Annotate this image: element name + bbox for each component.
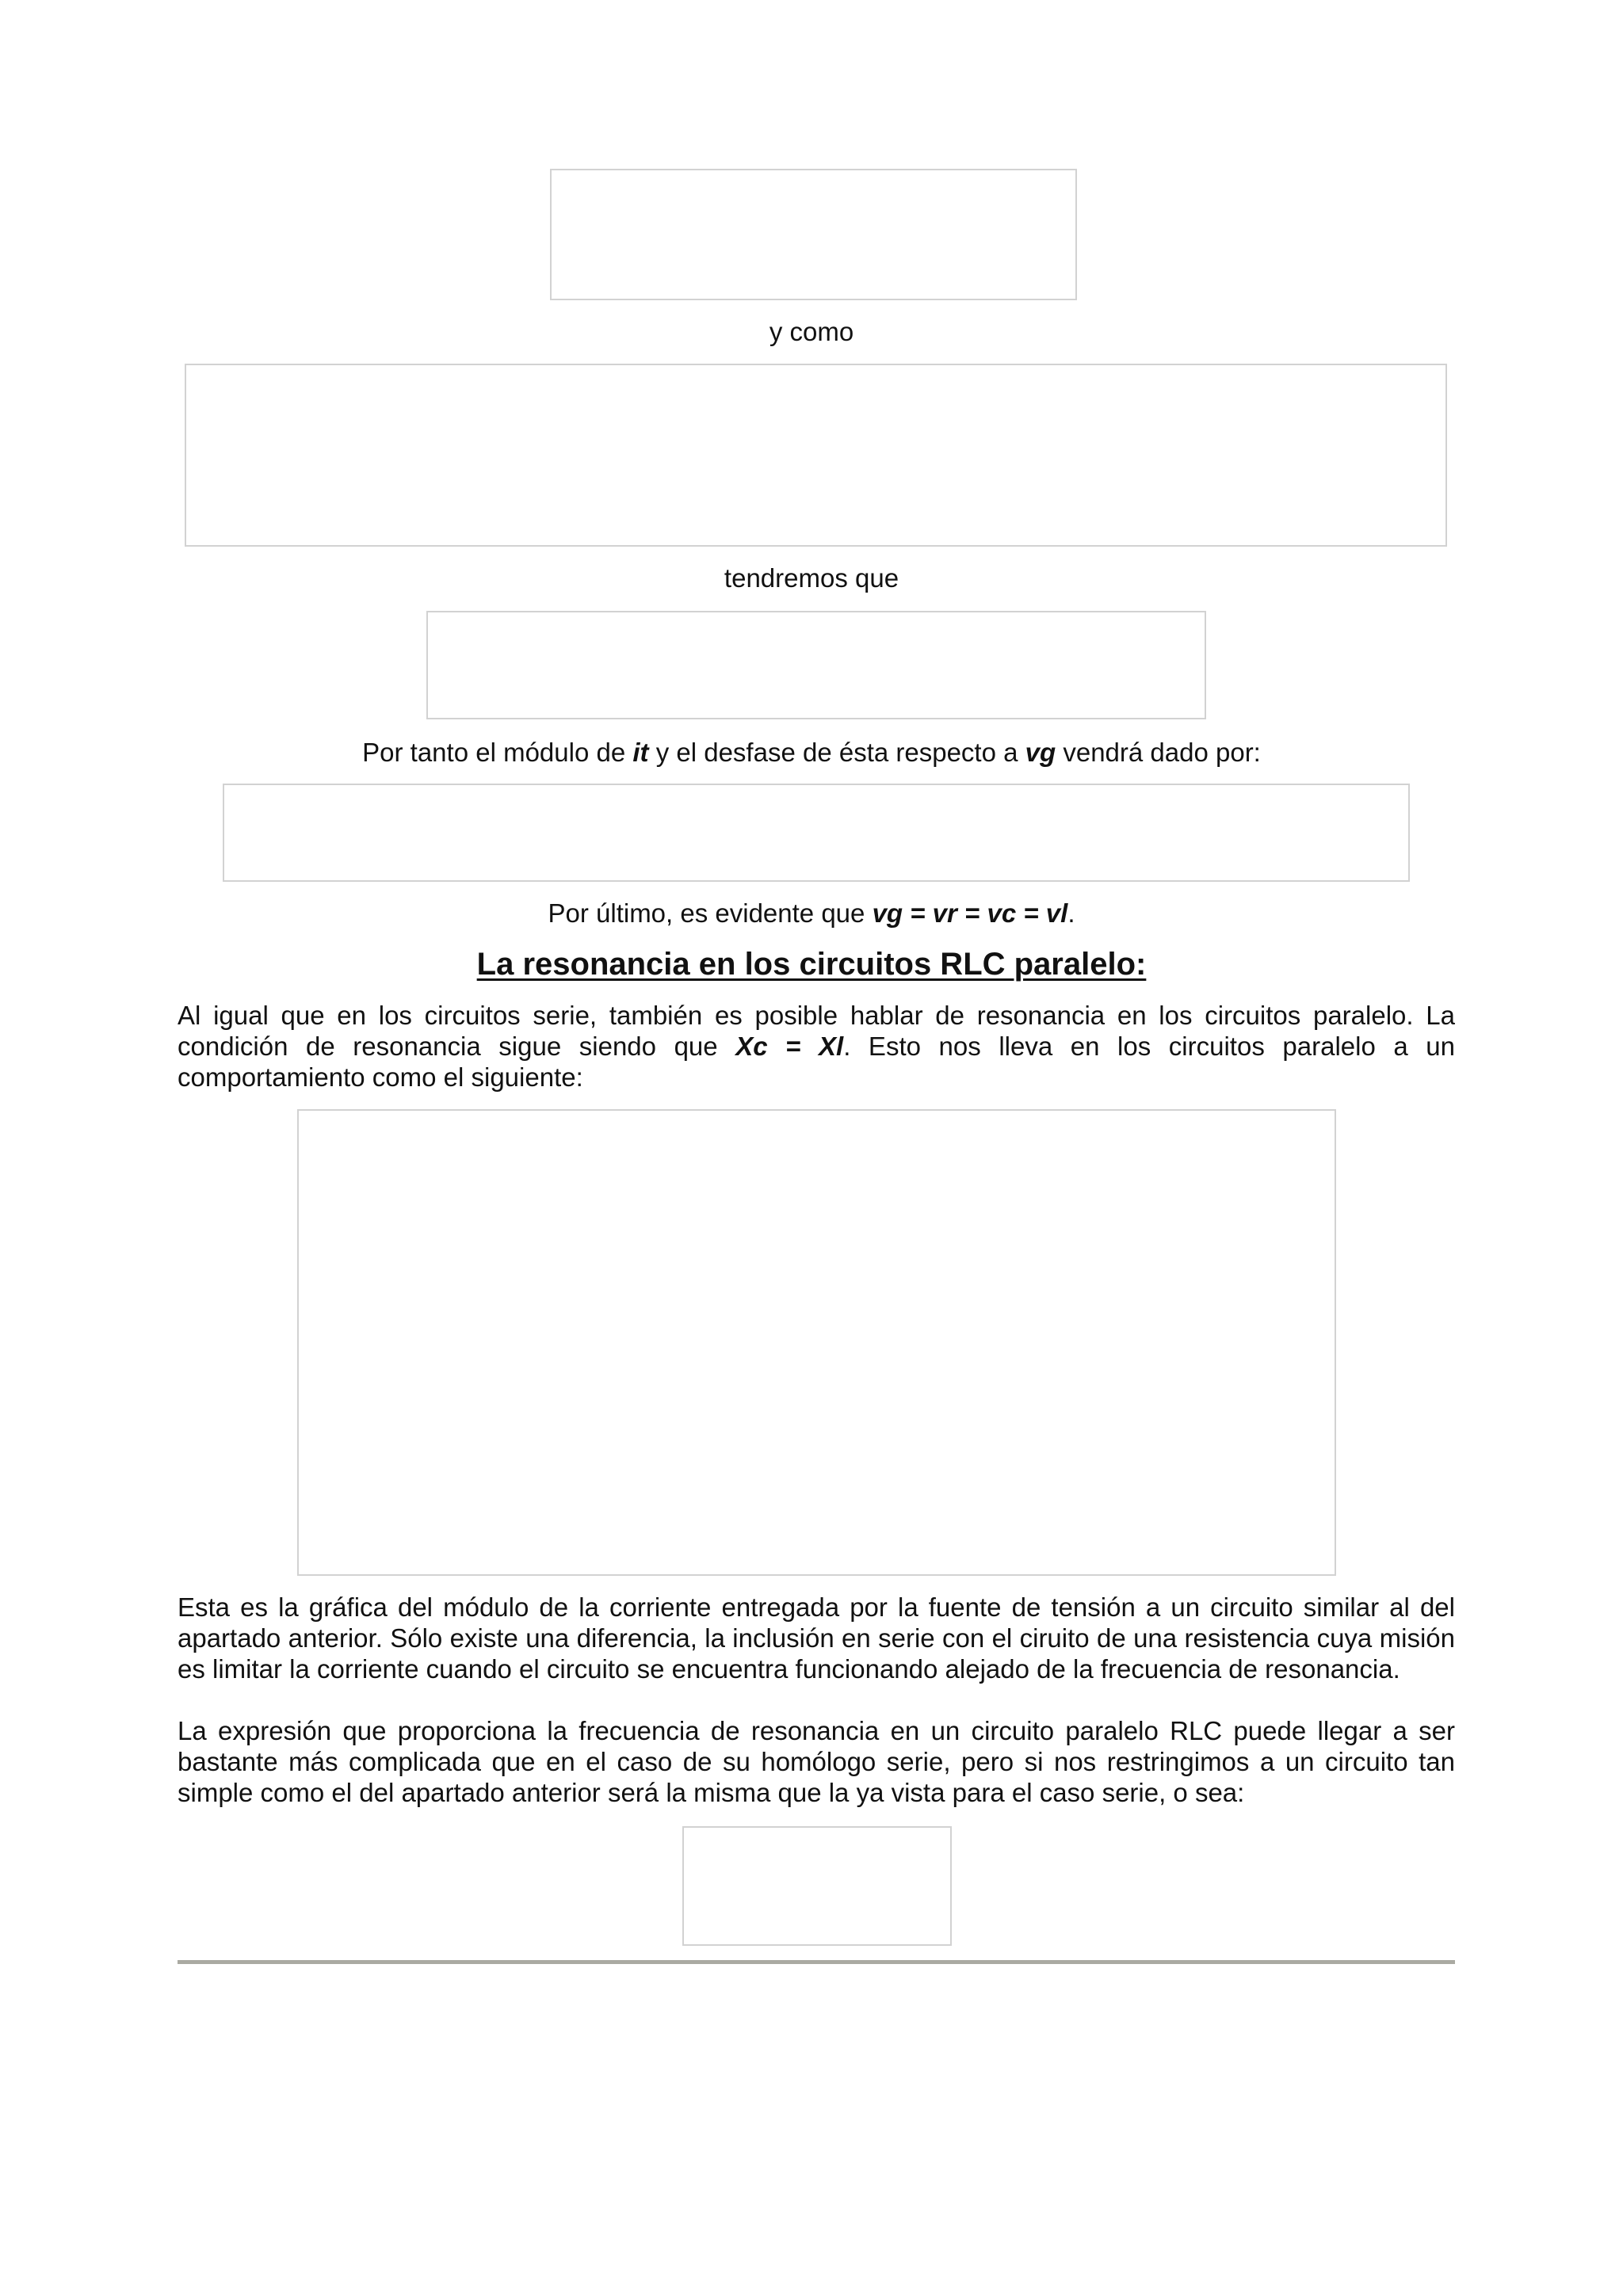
text-tendremos-que: tendremos que (724, 563, 899, 593)
text-fragment: . Esto nos lleva en los circuitos paralelo a un comportamiento como el siguiente: (178, 1032, 1456, 1092)
text-fragment: y el desfase de ésta respecto a (648, 738, 1025, 767)
variable-vg: vg (1025, 738, 1056, 767)
formula-image-2 (185, 364, 1447, 547)
variable-it: it (632, 738, 649, 767)
text-fragment: vendrá dado por: (1056, 738, 1261, 767)
text-y-como: y como (769, 317, 854, 346)
text-modulo-desfase (0, 737, 1623, 769)
text-fragment: Por tanto el módulo de (362, 738, 633, 767)
equation-voltages: vg = vr = vc = vl (872, 898, 1068, 928)
paragraph-resonancia (178, 1000, 1455, 1093)
section-heading: La resonancia en los circuitos RLC paralelo: (476, 947, 1147, 982)
text-fragment: . (1067, 898, 1075, 928)
formula-image-1 (550, 169, 1077, 300)
text-por-ultimo (0, 898, 1623, 929)
text-fragment: Por último, es evidente que (548, 898, 873, 928)
horizontal-rule (178, 1960, 1455, 1964)
resonance-graph-image (297, 1109, 1336, 1576)
equation-xc-xl: Xc = Xl (735, 1032, 844, 1061)
formula-image-4 (223, 784, 1410, 882)
paragraph-grafica: Esta es la gráfica del módulo de la corriente entregada por la fuente de tensión a un circuito similar al del apartado anterior. Sólo existe una diferencia, la inclusión en serie con el ciruito de una resistencia cuya misión es limitar la corriente cuando el circuito se encuentra funcionando alejado de la frecuencia de resonancia. (178, 1592, 1455, 1684)
formula-image-5 (682, 1826, 952, 1946)
formula-image-3 (426, 611, 1206, 719)
text-fragment: Al igual que en los circuitos serie, también es posible hablar de resonancia en los circuitos paralelo. La condición de resonancia sigue siendo que (178, 1001, 1455, 1061)
paragraph-expresion: La expresión que proporciona la frecuencia de resonancia en un circuito paralelo RLC puede llegar a ser bastante más complicada que en el caso de su homólogo serie, pero si nos restringimos a un circuito tan simple como el del apartado anterior será la misma que la ya vista para el caso serie, o sea: (178, 1716, 1455, 1807)
